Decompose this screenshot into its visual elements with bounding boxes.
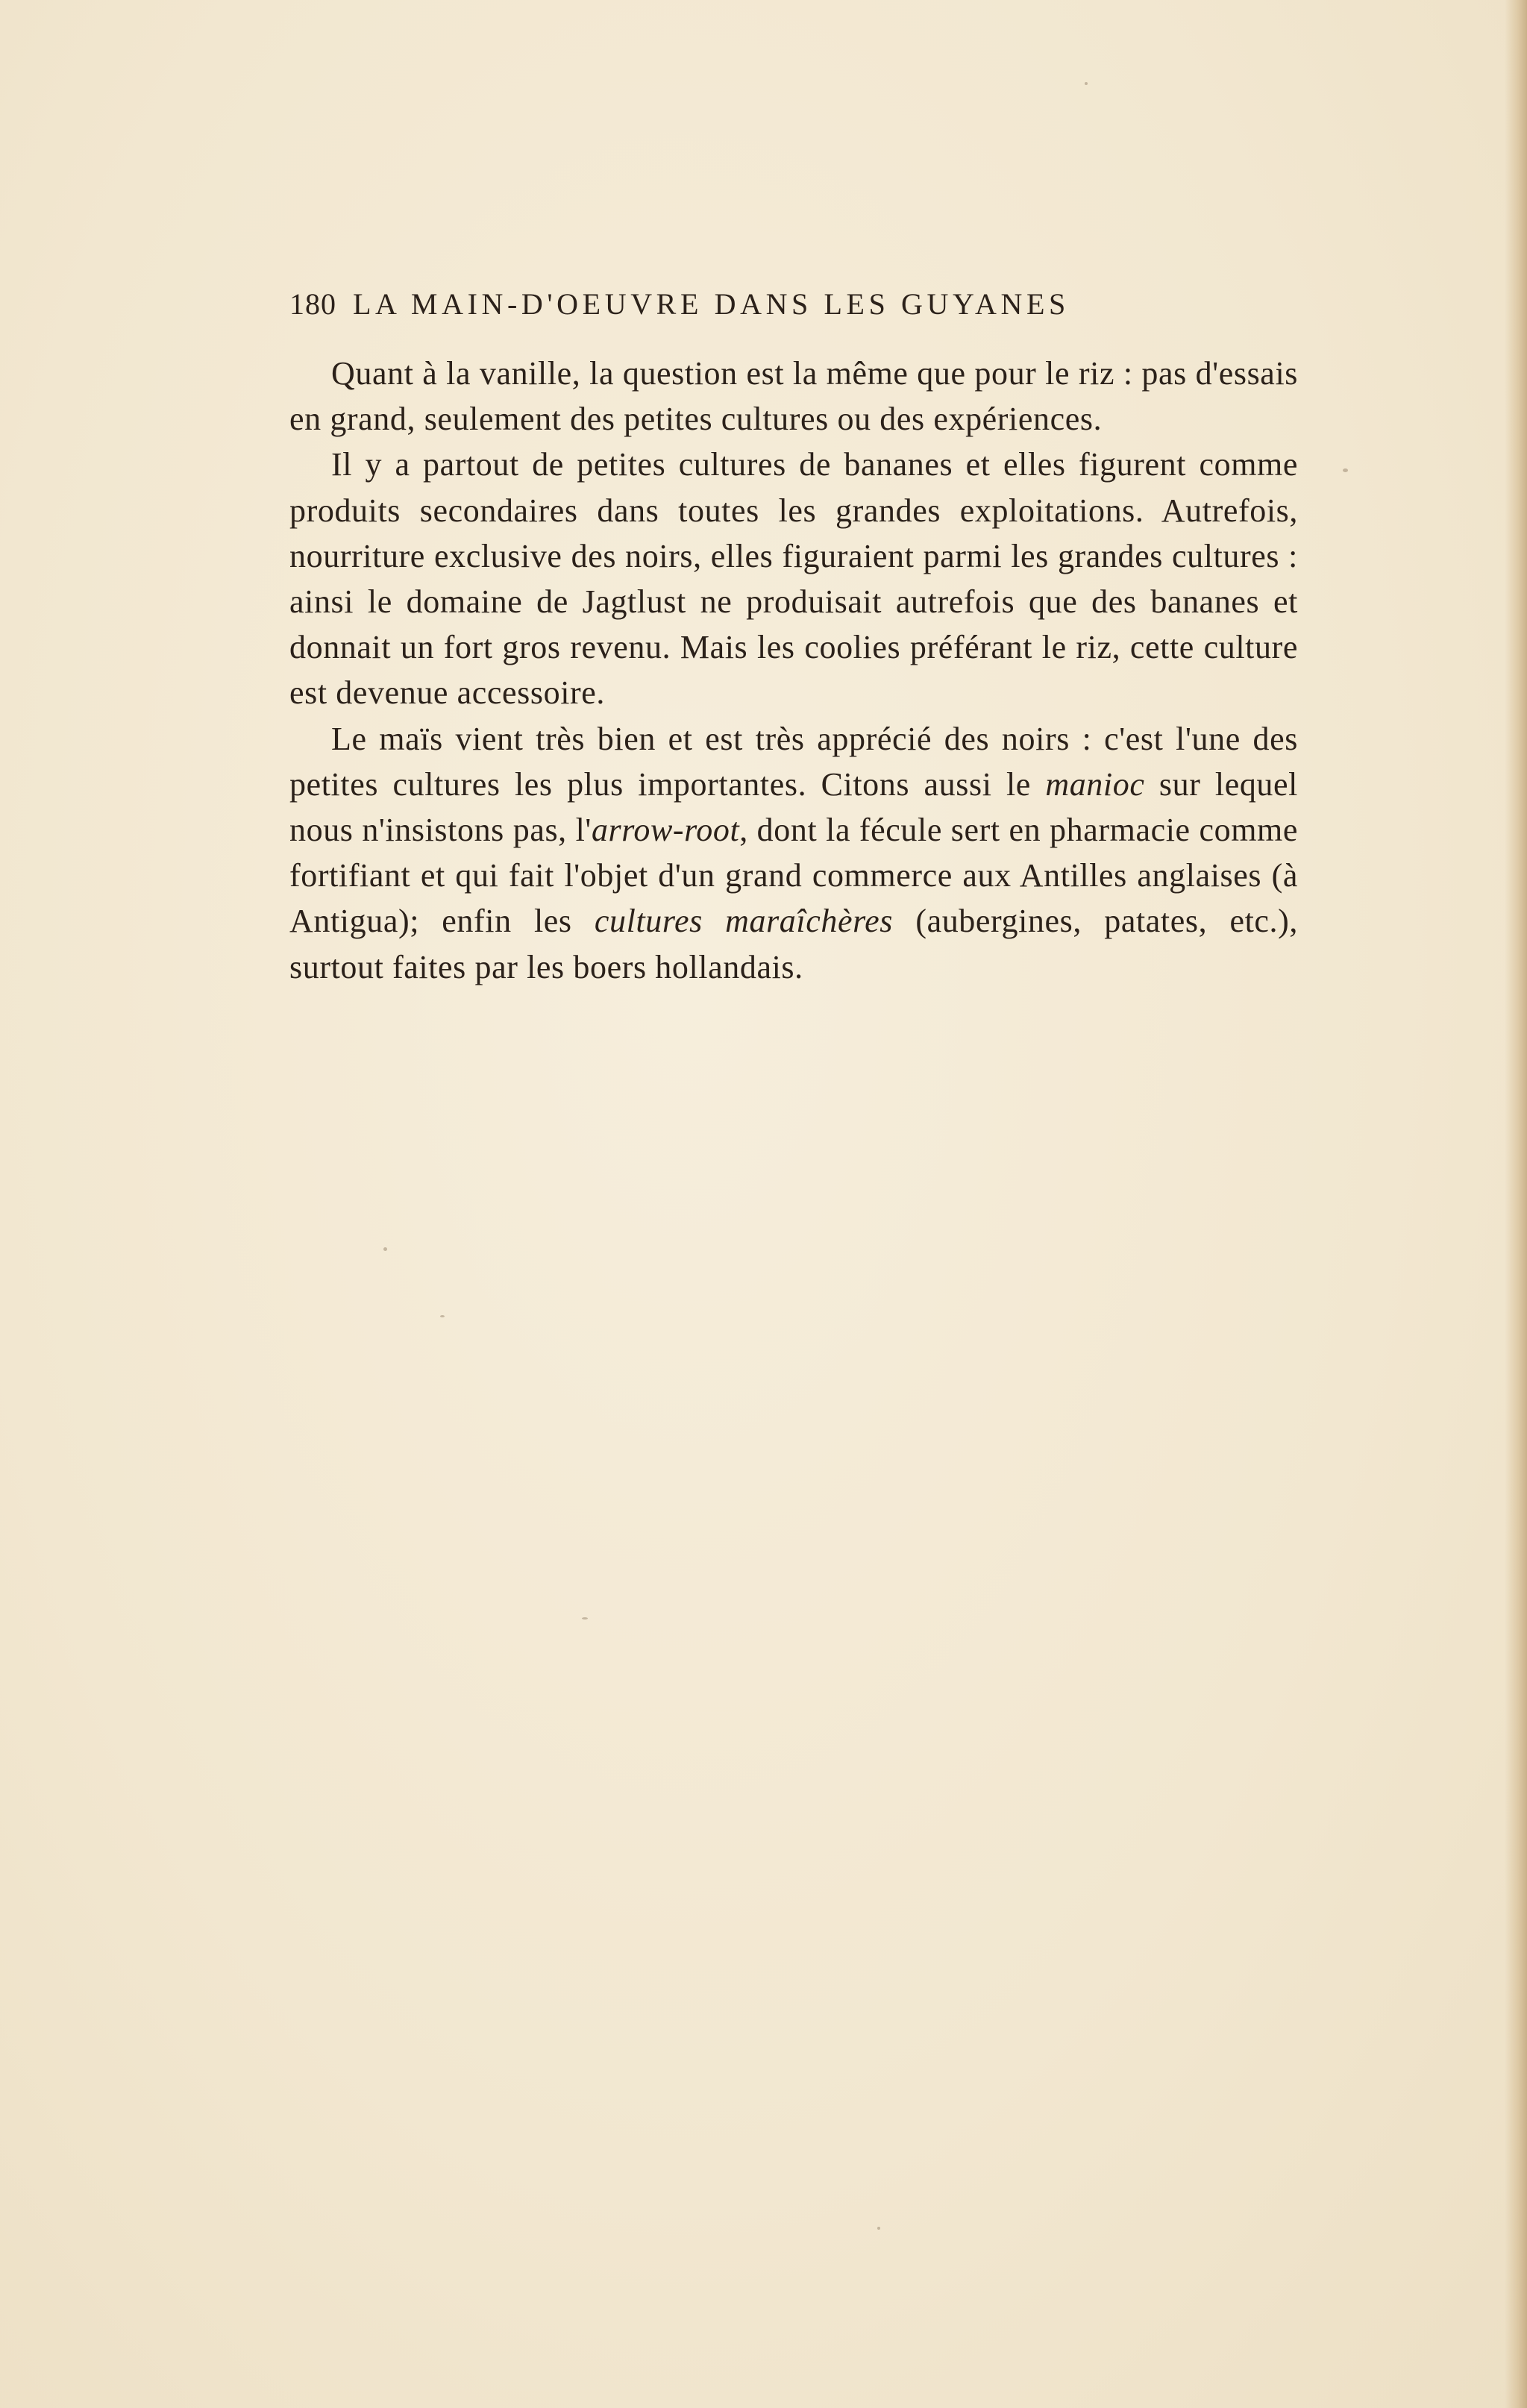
paper-speck	[440, 1315, 445, 1317]
paper-speck	[582, 1617, 588, 1620]
paragraph-mais-part: , dont la fécule sert en pharmacie comme fortifiant et qui fait l'objet d'un grand commerce aux Antilles anglaises (à Antigua); enfin les	[289, 812, 1298, 940]
page-number: 180	[289, 287, 336, 321]
paragraph-mais-part: (aubergines, patates, etc.), surtout faites par les boers hollandais.	[289, 903, 1298, 985]
running-header	[289, 282, 1259, 327]
paragraph-mais-part: Le maïs vient très bien et est très apprécié des noirs : c'est l'une des petites cultures les plus importantes. Citons aussi le	[289, 720, 1298, 803]
paper-speck	[383, 1247, 387, 1251]
page-edge-shadow	[1505, 0, 1527, 2408]
paper-speck	[877, 2227, 880, 2230]
running-title: LA MAIN-D'OEUVRE DANS LES GUYANES	[353, 287, 1070, 321]
term-arrow-root: arrow-root	[591, 812, 740, 849]
paper-speck	[1343, 468, 1348, 472]
term-manioc: manioc	[1045, 765, 1145, 803]
paragraph-mais-part: sur lequel nous n'insistons pas, l'	[289, 765, 1298, 849]
paragraph-vanille: Quant à la vanille, la question est la même que pour le riz : pas d'essais en grand, seulement des petites cultures ou des expériences.	[289, 355, 1298, 438]
term-cultures-maraicheres: cultures maraîchères	[594, 903, 894, 940]
body-text	[289, 351, 1298, 990]
paragraph-bananes: Il y a partout de petites cultures de bananes et elles figurent comme produits secondaires dans toutes les grandes exploitations. Autrefois, nourriture exclusive des noirs, elles figuraient parmi les grandes cultures : ainsi le domaine de Jagtlust ne produisait autrefois que des bananes et donnait un fort gros revenu. Mais les coolies préférant le riz, cette culture est devenue accessoire.	[289, 446, 1298, 712]
paragraph-mais	[289, 716, 1298, 990]
paper-speck	[1085, 82, 1088, 85]
